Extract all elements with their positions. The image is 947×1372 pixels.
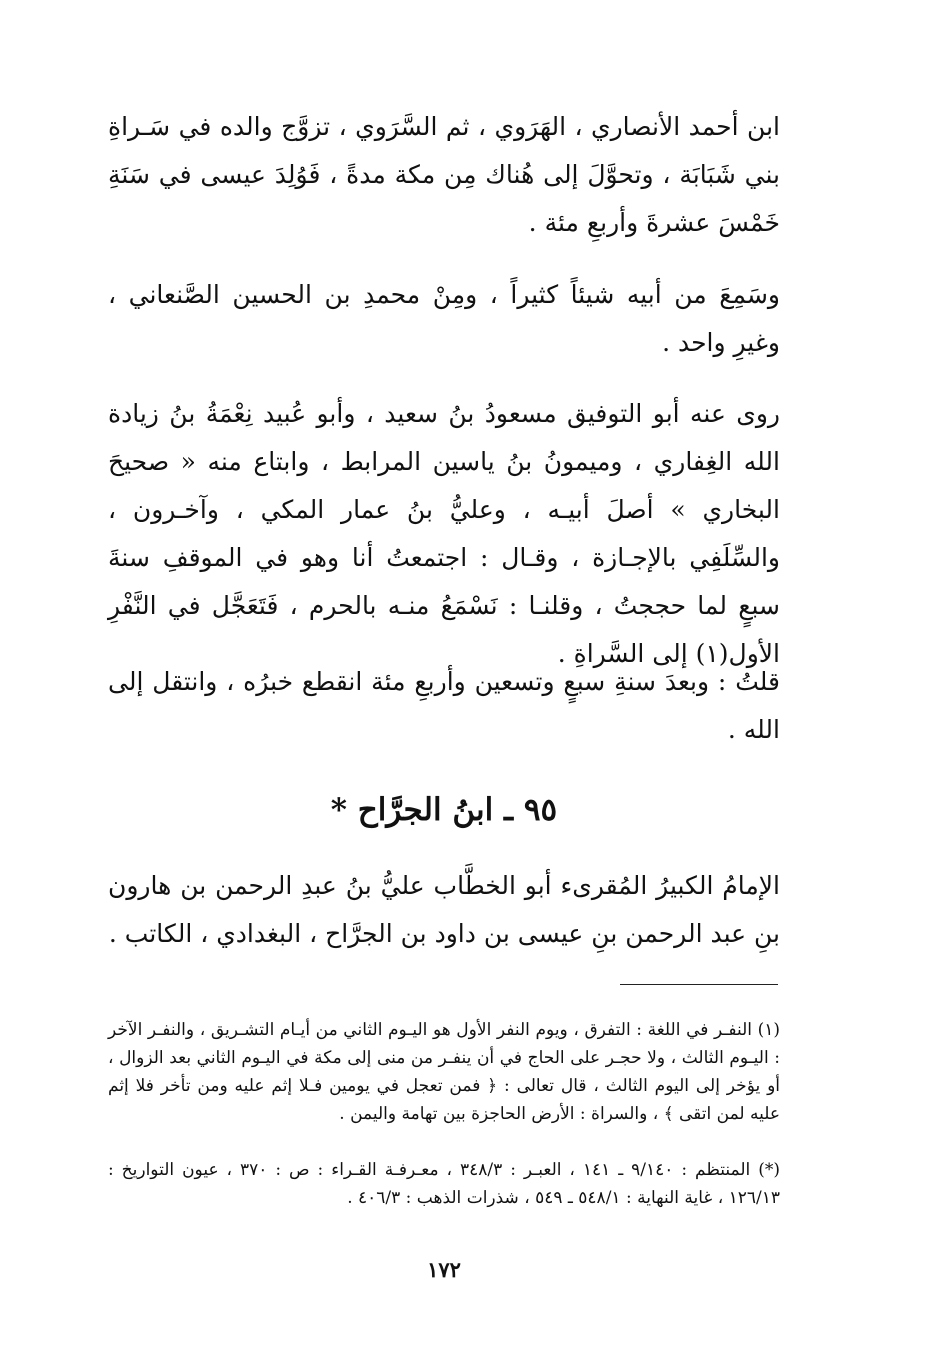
paragraph-death: قلتُ : وبعدَ سنةِ سبعٍ وتسعين وأربعِ مئة انقطع خبرُه ، وانتقل إلى الله . [108, 667, 780, 744]
entry-heading: ٩٥ ـ ابنُ الجرَّاح * [330, 792, 558, 828]
paragraph-teachers: وسَمِعَ من أبيه شيئاً كثيراً ، ومِنْ محمدِ بن الحسين الصَّنعاني ، وغيرِ واحد . [108, 280, 780, 357]
page-number: ١٧٢ [427, 1257, 461, 1282]
paragraph-students: روى عنه أبو التوفيق مسعودُ بنُ سعيد ، وأبو عُبيد نِعْمَةُ بنُ زيادة الله الغِفاري ، وميمونُ بنُ ياسين المرابط ، وابتاع منه « صحيحَ البخاري » أصلَ أبيـه ، وعليُّ بنُ عمار المكي ، وآخـرون ، والسِّلَفِي بالإجـازة ، وقـال : اجتمعتُ أنا وهو في الموقفِ سنةَ سبعٍ لما حججتُ ، وقلنـا : نَسْمَعُ منـه بالحرم ، فَتَعَجَّل في النَّفْرِ الأول(١) إلى السَّراةِ . [108, 399, 780, 668]
footnote-divider [620, 984, 778, 985]
paragraph-origin: ابن أحمد الأنصاري ، الهَرَوي ، ثم السَّرَوي ، تزوَّج والده في سَـراةِ بني شَبَابَة ، وتحوَّلَ إلى هُناك مِن مكة مدةً ، فَوُلِدَ عيسى في سَنَةِ خَمْسَ عشرةَ وأربعِ مئة . [108, 112, 780, 237]
footnote-1: (١) النفـر في اللغة : التفرق ، ويوم النفر الأول هو اليـوم الثاني من أيـام التشـريق ، والنفـر الآخر : اليـوم الثالث ، ولا حجـر على الحاج في أن ينفـر من منى إلى مكة في اليـوم الثاني بعد الزوال ، أو يؤخر إلى اليوم الثالث ، قال تعالى : ﴿ فمن تعجل في يومين فـلا إثم عليه ومن تأخر فلا إثم عليه لمن اتقى ﴾ ، والسراة : الأرض الحاجزة بين تهامة واليمن . [108, 1020, 780, 1124]
footnote-sources: (*) المنتظم : ٩/١٤٠ ـ ١٤١ ، العبـر : ٣٤٨/٣ ، معـرفـة القـراء : ص : ٣٧٠ ، عيون التواريخ : ١٢٦/١٣ ، غاية النهاية : ٥٤٨/١ ـ ٥٤٩ ، شذرات الذهب : ٤٠٦/٣ . [108, 1160, 780, 1208]
paragraph-bio: الإمامُ الكبيرُ المُقرىء أبو الخطَّاب عليُّ بنُ عبدِ الرحمن بن هارون بنِ عبد الرحمن بنِ عيسى بن داود بن الجرَّاح ، البغدادي ، الكاتب . [108, 871, 780, 948]
